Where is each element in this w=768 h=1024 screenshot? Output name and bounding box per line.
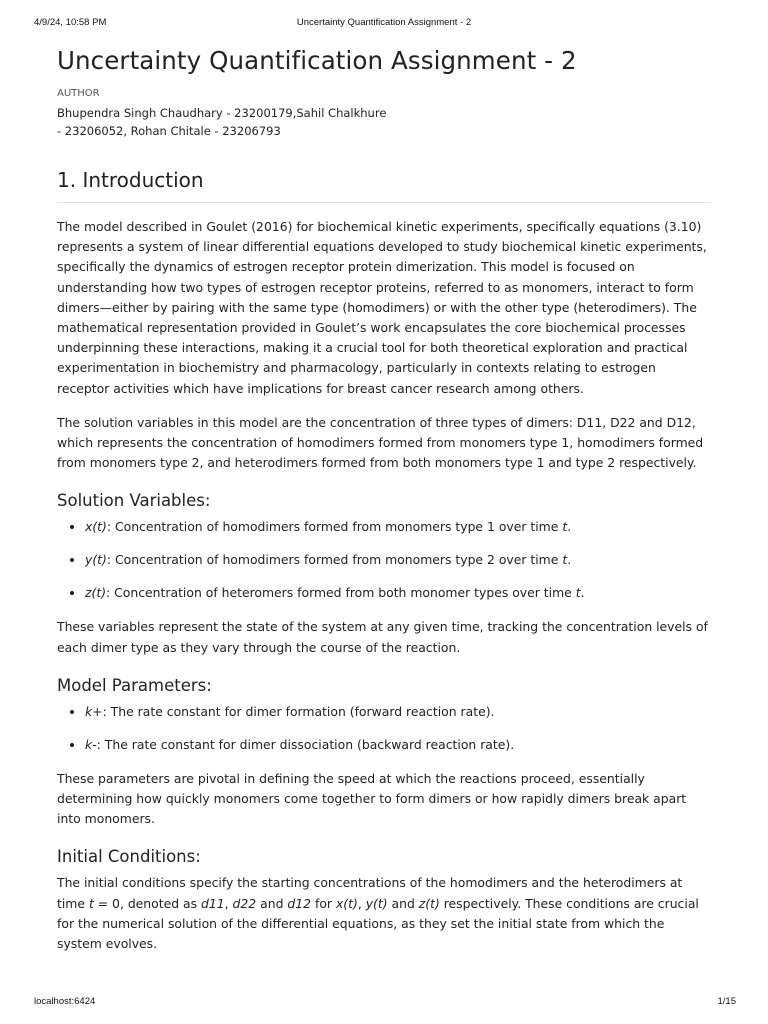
model-parameters-heading: Model Parameters: — [57, 675, 212, 695]
solution-variables-heading: Solution Variables: — [57, 491, 211, 511]
list-item: • k+: The rate constant for dimer formation (forward reaction rate). — [85, 702, 711, 722]
print-url: localhost:6424 — [34, 996, 96, 1007]
page-title: Uncertainty Quantification Assignment - 2 — [57, 46, 577, 75]
list-item: • y(t): Concentration of homodimers formed from monomers type 2 over time t. — [85, 550, 711, 570]
intro-paragraph-2: The solution variables in this model are the concentration of three types of dimers: D11, D22 and D12, which represents the concentration of homodimers formed from monomers type 1, homodimers formed from monomers type 2, and heterodimers formed from both monomers type 1 and type 2 respectively. — [57, 414, 704, 471]
variable-symbol: y(t) — [85, 552, 107, 568]
model-parameters-paragraph: These parameters are pivotal in defining the speed at which the reactions proceed, essentially determining how quickly monomers come together to form dimers or how rapidly dimers break apart into monomers. — [57, 770, 687, 827]
print-datetime: 4/9/24, 10:58 PM — [34, 17, 107, 28]
solution-variables-paragraph: These variables represent the state of the system at any given time, tracking the concentration levels of each dimer type as they vary through the course of the reaction. — [57, 619, 708, 655]
initial-conditions-paragraph: The initial conditions specify the starting concentrations of the homodimers and the heterodimers at time t = 0, denoted as d11, d22 and d12 for x(t), y(t) and z(t) respectively. These conditions are crucial for the numerical solution of the differential equations, as they set the initial state from which the system evolves. — [57, 875, 699, 952]
list-item: • z(t): Concentration of heteromers formed from both monomer types over time t. — [85, 583, 711, 603]
parameter-symbol: k- — [85, 736, 97, 752]
author-label: AUTHOR — [57, 88, 100, 99]
page-number: 1/15 — [717, 996, 736, 1007]
author-list: Bhupendra Singh Chaudhary - 23200179,Sahil Chalkhure - 23206052, Rohan Chitale - 23206793 — [57, 106, 387, 138]
intro-paragraph-1: The model described in Goulet (2016) for biochemical kinetic experiments, specifically equations (3.10) represents a system of linear differential equations developed to study biochemical kinetic experiments, specifically the dynamics of estrogen receptor protein dimerization. This model is focused on understanding how two types of estrogen receptor proteins, referred to as monomers, interact to form dimers—either by pairing with the same type (homodimers) or with the other type (heterodimers). The mathematical representation provided in Goulet’s work encapsulates the core biochemical processes underpinning these interactions, making it a crucial tool for both theoretical exploration and practical experimentation in biochemistry and pharmacology, particularly in contexts relating to estrogen receptor activities which have implications for breast cancer research among others. — [57, 219, 707, 396]
list-item: • k-: The rate constant for dimer dissociation (backward reaction rate). — [85, 735, 711, 755]
print-doc-title: Uncertainty Quantification Assignment - 2 — [296, 17, 472, 28]
solution-variables-list — [57, 517, 711, 603]
variable-symbol: x(t) — [85, 519, 107, 535]
variable-symbol: z(t) — [85, 585, 107, 601]
section-introduction-heading: 1. Introduction — [57, 166, 711, 203]
document-body — [57, 44, 711, 954]
list-item: • x(t): Concentration of homodimers formed from monomers type 1 over time t. — [85, 517, 711, 537]
model-parameters-list — [57, 702, 711, 755]
parameter-symbol: k+ — [85, 703, 103, 719]
initial-conditions-heading: Initial Conditions: — [57, 847, 201, 867]
